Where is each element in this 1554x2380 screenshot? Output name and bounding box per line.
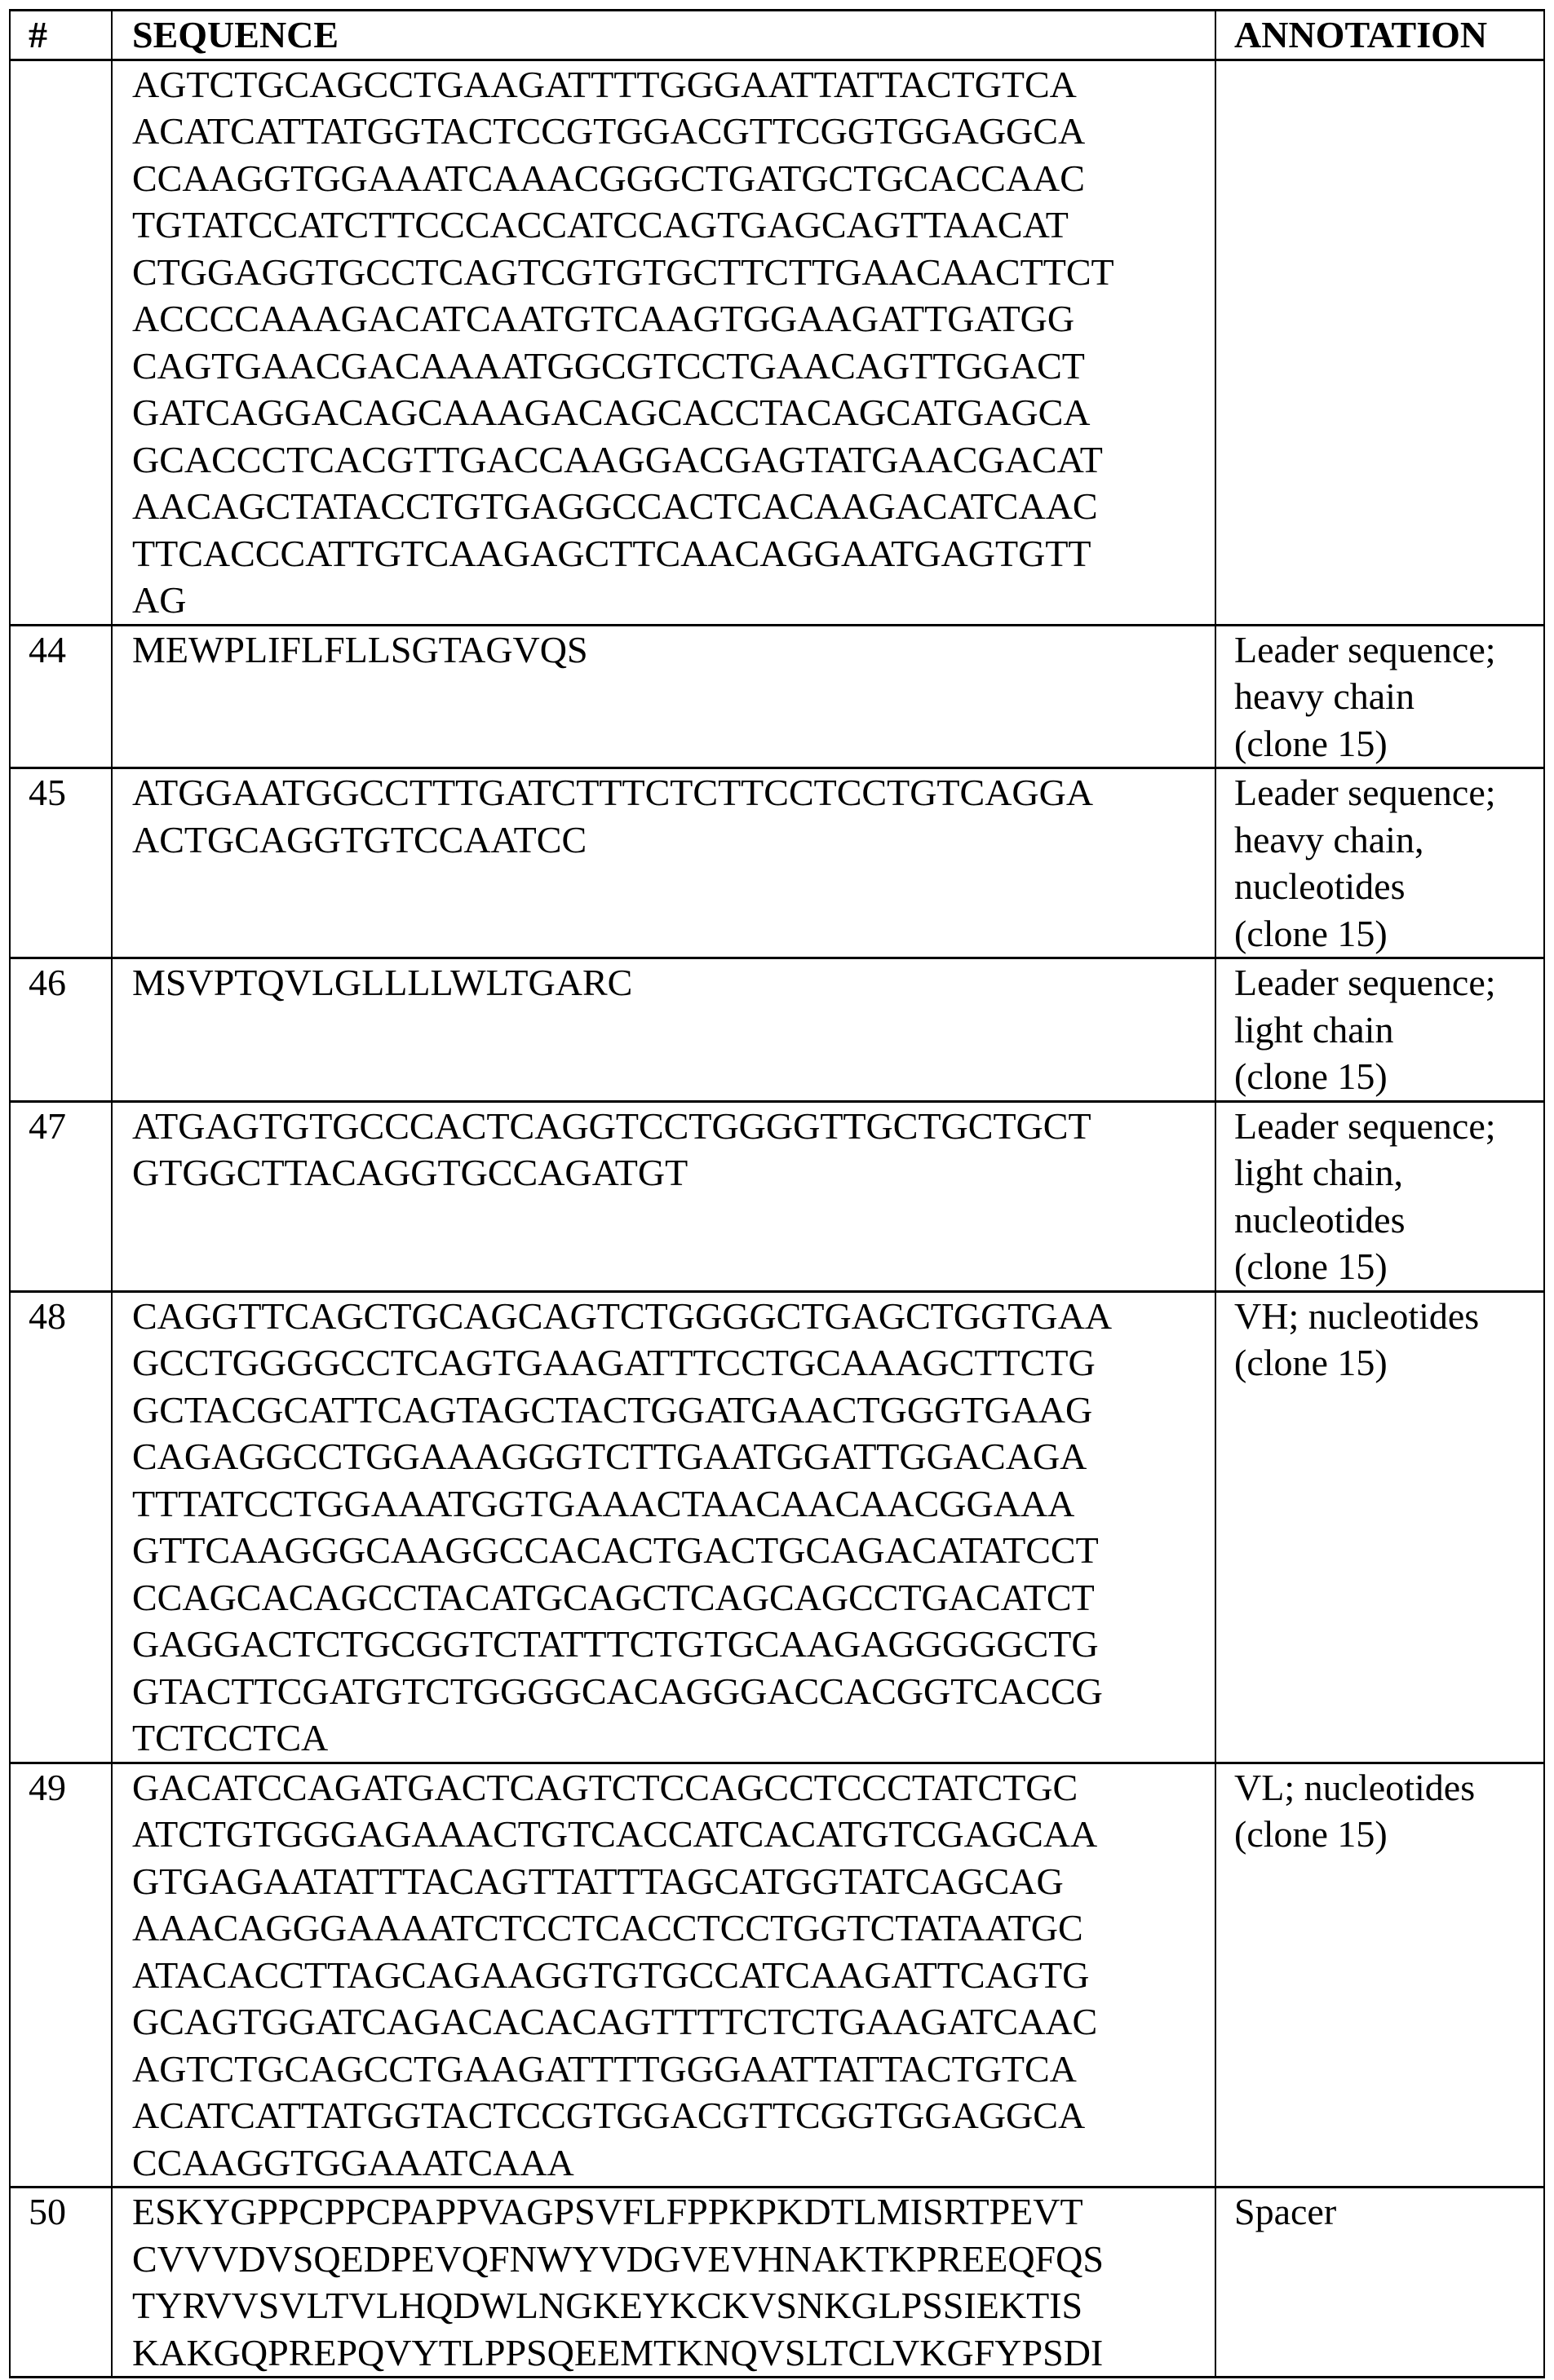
sequence-line: ACTGCAGGTGTCCAATCC: [132, 818, 587, 860]
sequence-line: CAGGTTCAGCTGCAGCAGTCTGGGGCTGAGCTGGTGAA: [132, 1294, 1113, 1337]
annotation-line: Leader sequence;: [1234, 1104, 1496, 1147]
row-annotation: [1215, 1763, 1544, 2188]
annotation-line: VL; nucleotides: [1234, 1766, 1476, 1808]
row-number: 50: [10, 2188, 112, 2378]
table-row: [10, 2188, 1544, 2378]
row-annotation: [1215, 2188, 1544, 2378]
row-sequence: [112, 1763, 1215, 2188]
sequence-line: GTGAGAATATTTACAGTTATTTAGCATGGTATCAGCAG: [132, 1860, 1064, 1902]
table-row: [10, 625, 1544, 768]
sequence-line: CCAAGGTGGAAATCAAACGGGCTGATGCTGCACCAAC: [132, 157, 1085, 199]
row-sequence: [112, 1101, 1215, 1291]
row-number: 46: [10, 958, 112, 1102]
sequence-line: GCCTGGGGCCTCAGTGAAGATTTCCTGCAAAGCTTCTG: [132, 1342, 1096, 1383]
sequence-line: GACATCCAGATGACTCAGTCTCCAGCCTCCCTATCTGC: [132, 1766, 1078, 1808]
annotation-line: Leader sequence;: [1234, 962, 1496, 1003]
row-sequence: [112, 60, 1215, 625]
annotation-line: heavy chain: [1234, 675, 1415, 717]
sequence-line: MEWPLIFLFLLSGTAGVQS: [132, 628, 588, 670]
row-annotation: [1215, 1291, 1544, 1763]
sequence-line: GAGGACTCTGCGGTCTATTTCTGTGCAAGAGGGGGCTG: [132, 1623, 1099, 1665]
table-row: [10, 1101, 1544, 1291]
table-row: [10, 768, 1544, 958]
row-sequence: [112, 625, 1215, 768]
row-number: 49: [10, 1763, 112, 2188]
sequence-line: GTGGCTTACAGGTGCCAGATGT: [132, 1152, 688, 1193]
row-number: [10, 60, 112, 625]
annotation-line: nucleotides: [1234, 1198, 1406, 1241]
sequence-line: GTACTTCGATGTCTGGGGCACAGGGACCACGGTCACCG: [132, 1670, 1103, 1712]
annotation-line: (clone 15): [1234, 722, 1388, 764]
sequence-line: MSVPTQVLGLLLLWLTGARC: [132, 962, 633, 1003]
header-annotation: ANNOTATION: [1215, 11, 1544, 60]
table-row: [10, 958, 1544, 1102]
annotation-line: (clone 15): [1234, 1813, 1388, 1855]
row-number: 45: [10, 768, 112, 958]
sequence-line: GCAGTGGATCAGACACACAGTTTTCTCTGAAGATCAAC: [132, 2001, 1098, 2042]
annotation-line: light chain: [1234, 1008, 1394, 1051]
sequence-table: [9, 9, 1545, 2378]
sequence-line: AG: [132, 579, 187, 621]
sequence-line: TCTCCTCA: [132, 1717, 329, 1758]
annotation-line: VH; nucleotides: [1234, 1294, 1480, 1337]
row-number: 47: [10, 1101, 112, 1291]
row-annotation: [1215, 625, 1544, 768]
row-sequence: [112, 768, 1215, 958]
sequence-line: TTCACCCATTGTCAAGAGCTTCAACAGGAATGAGTGTT: [132, 532, 1091, 574]
annotation-line: Spacer: [1234, 2191, 1337, 2232]
annotation-line: Leader sequence;: [1234, 628, 1496, 670]
sequence-line: ATCTGTGGGAGAAACTGTCACCATCACATGTCGAGCAA: [132, 1813, 1098, 1855]
row-sequence: [112, 1291, 1215, 1763]
sequence-line: ACCCCAAAGACATCAATGTCAAGTGGAAGATTGATGG: [132, 298, 1075, 339]
header-sequence: SEQUENCE: [112, 11, 1215, 60]
annotation-line: light chain,: [1234, 1152, 1403, 1193]
header-row: [10, 11, 1544, 60]
sequence-line: TYRVVSVLTVLHQDWLNGKEYKCKVSNKGLPSSIEKTIS: [132, 2285, 1083, 2326]
row-annotation: [1215, 1101, 1544, 1291]
sequence-line: ATGAGTGTGCCCACTCAGGTCCTGGGGTTGCTGCTGCT: [132, 1104, 1091, 1147]
sequence-line: GTTCAAGGGCAAGGCCACACTGACTGCAGACATATCCT: [132, 1529, 1099, 1571]
row-sequence: [112, 958, 1215, 1102]
sequence-line: GCACCCTCACGTTGACCAAGGACGAGTATGAACGACAT: [132, 438, 1103, 480]
row-annotation: [1215, 768, 1544, 958]
row-number: 44: [10, 625, 112, 768]
row-sequence: [112, 2188, 1215, 2378]
annotation-line: nucleotides: [1234, 865, 1406, 907]
annotation-line: Leader sequence;: [1234, 772, 1496, 813]
sequence-line: AACAGCTATACCTGTGAGGCCACTCACAAGACATCAAC: [132, 485, 1098, 527]
annotation-line: heavy chain,: [1234, 818, 1424, 860]
sequence-line: TTTATCCTGGAAATGGTGAAACTAACAACAACGGAAA: [132, 1482, 1075, 1524]
table-row: [10, 60, 1544, 625]
sequence-line: KAKGQPREPQVYTLPPSQEEMTKNQVSLTCLVKGFYPSDI: [132, 2331, 1104, 2373]
table-row: [10, 1291, 1544, 1763]
annotation-line: (clone 15): [1234, 1055, 1388, 1097]
sequence-line: CCAGCACAGCCTACATGCAGCTCAGCAGCCTGACATCT: [132, 1576, 1095, 1618]
sequence-line: ATGGAATGGCCTTTGATCTTTCTCTTCCTCCTGTCAGGA: [132, 772, 1094, 813]
sequence-line: ACATCATTATGGTACTCCGTGGACGTTCGGTGGAGGCA: [132, 110, 1086, 152]
sequence-line: CAGTGAACGACAAAATGGCGTCCTGAACAGTTGGACT: [132, 344, 1085, 387]
sequence-line: GCTACGCATTCAGTAGCTACTGGATGAACTGGGTGAAG: [132, 1388, 1093, 1431]
table-header: [10, 11, 1544, 60]
table-body: [10, 60, 1544, 2378]
sequence-line: CVVVDVSQEDPEVQFNWYVDGVEVHNAKTKPREEQFQS: [132, 2237, 1104, 2280]
row-annotation: [1215, 60, 1544, 625]
header-number: #: [10, 11, 112, 60]
sequence-line: CCAAGGTGGAAATCAAA: [132, 2141, 574, 2183]
row-number: 48: [10, 1291, 112, 1763]
sequence-line: AGTCTGCAGCCTGAAGATTTTGGGAATTATTACTGTCA: [132, 63, 1077, 105]
annotation-line: (clone 15): [1234, 1245, 1388, 1287]
sequence-line: ESKYGPPCPPCPAPPVAGPSVFLFPPKPKDTLMISRTPEVT: [132, 2191, 1083, 2232]
annotation-line: (clone 15): [1234, 1342, 1388, 1383]
row-annotation: [1215, 958, 1544, 1102]
sequence-line: ACATCATTATGGTACTCCGTGGACGTTCGGTGGAGGCA: [132, 2095, 1086, 2136]
sequence-line: CTGGAGGTGCCTCAGTCGTGTGCTTCTTGAACAACTTCT: [132, 250, 1114, 293]
sequence-line: AAACAGGGAAAATCTCCTCACCTCCTGGTCTATAATGC: [132, 1907, 1083, 1949]
sequence-line: TGTATCCATCTTCCCACCATCCAGTGAGCAGTTAACAT: [132, 204, 1069, 246]
annotation-line: (clone 15): [1234, 912, 1388, 954]
sequence-line: AGTCTGCAGCCTGAAGATTTTGGGAATTATTACTGTCA: [132, 2047, 1077, 2090]
table-row: [10, 1763, 1544, 2188]
sequence-line: CAGAGGCCTGGAAAGGGTCTTGAATGGATTGGACAGA: [132, 1436, 1087, 1477]
sequence-line: GATCAGGACAGCAAAGACAGCACCTACAGCATGAGCA: [132, 392, 1091, 433]
sequence-line: ATACACCTTAGCAGAAGGTGTGCCATCAAGATTCAGTG: [132, 1953, 1090, 1996]
